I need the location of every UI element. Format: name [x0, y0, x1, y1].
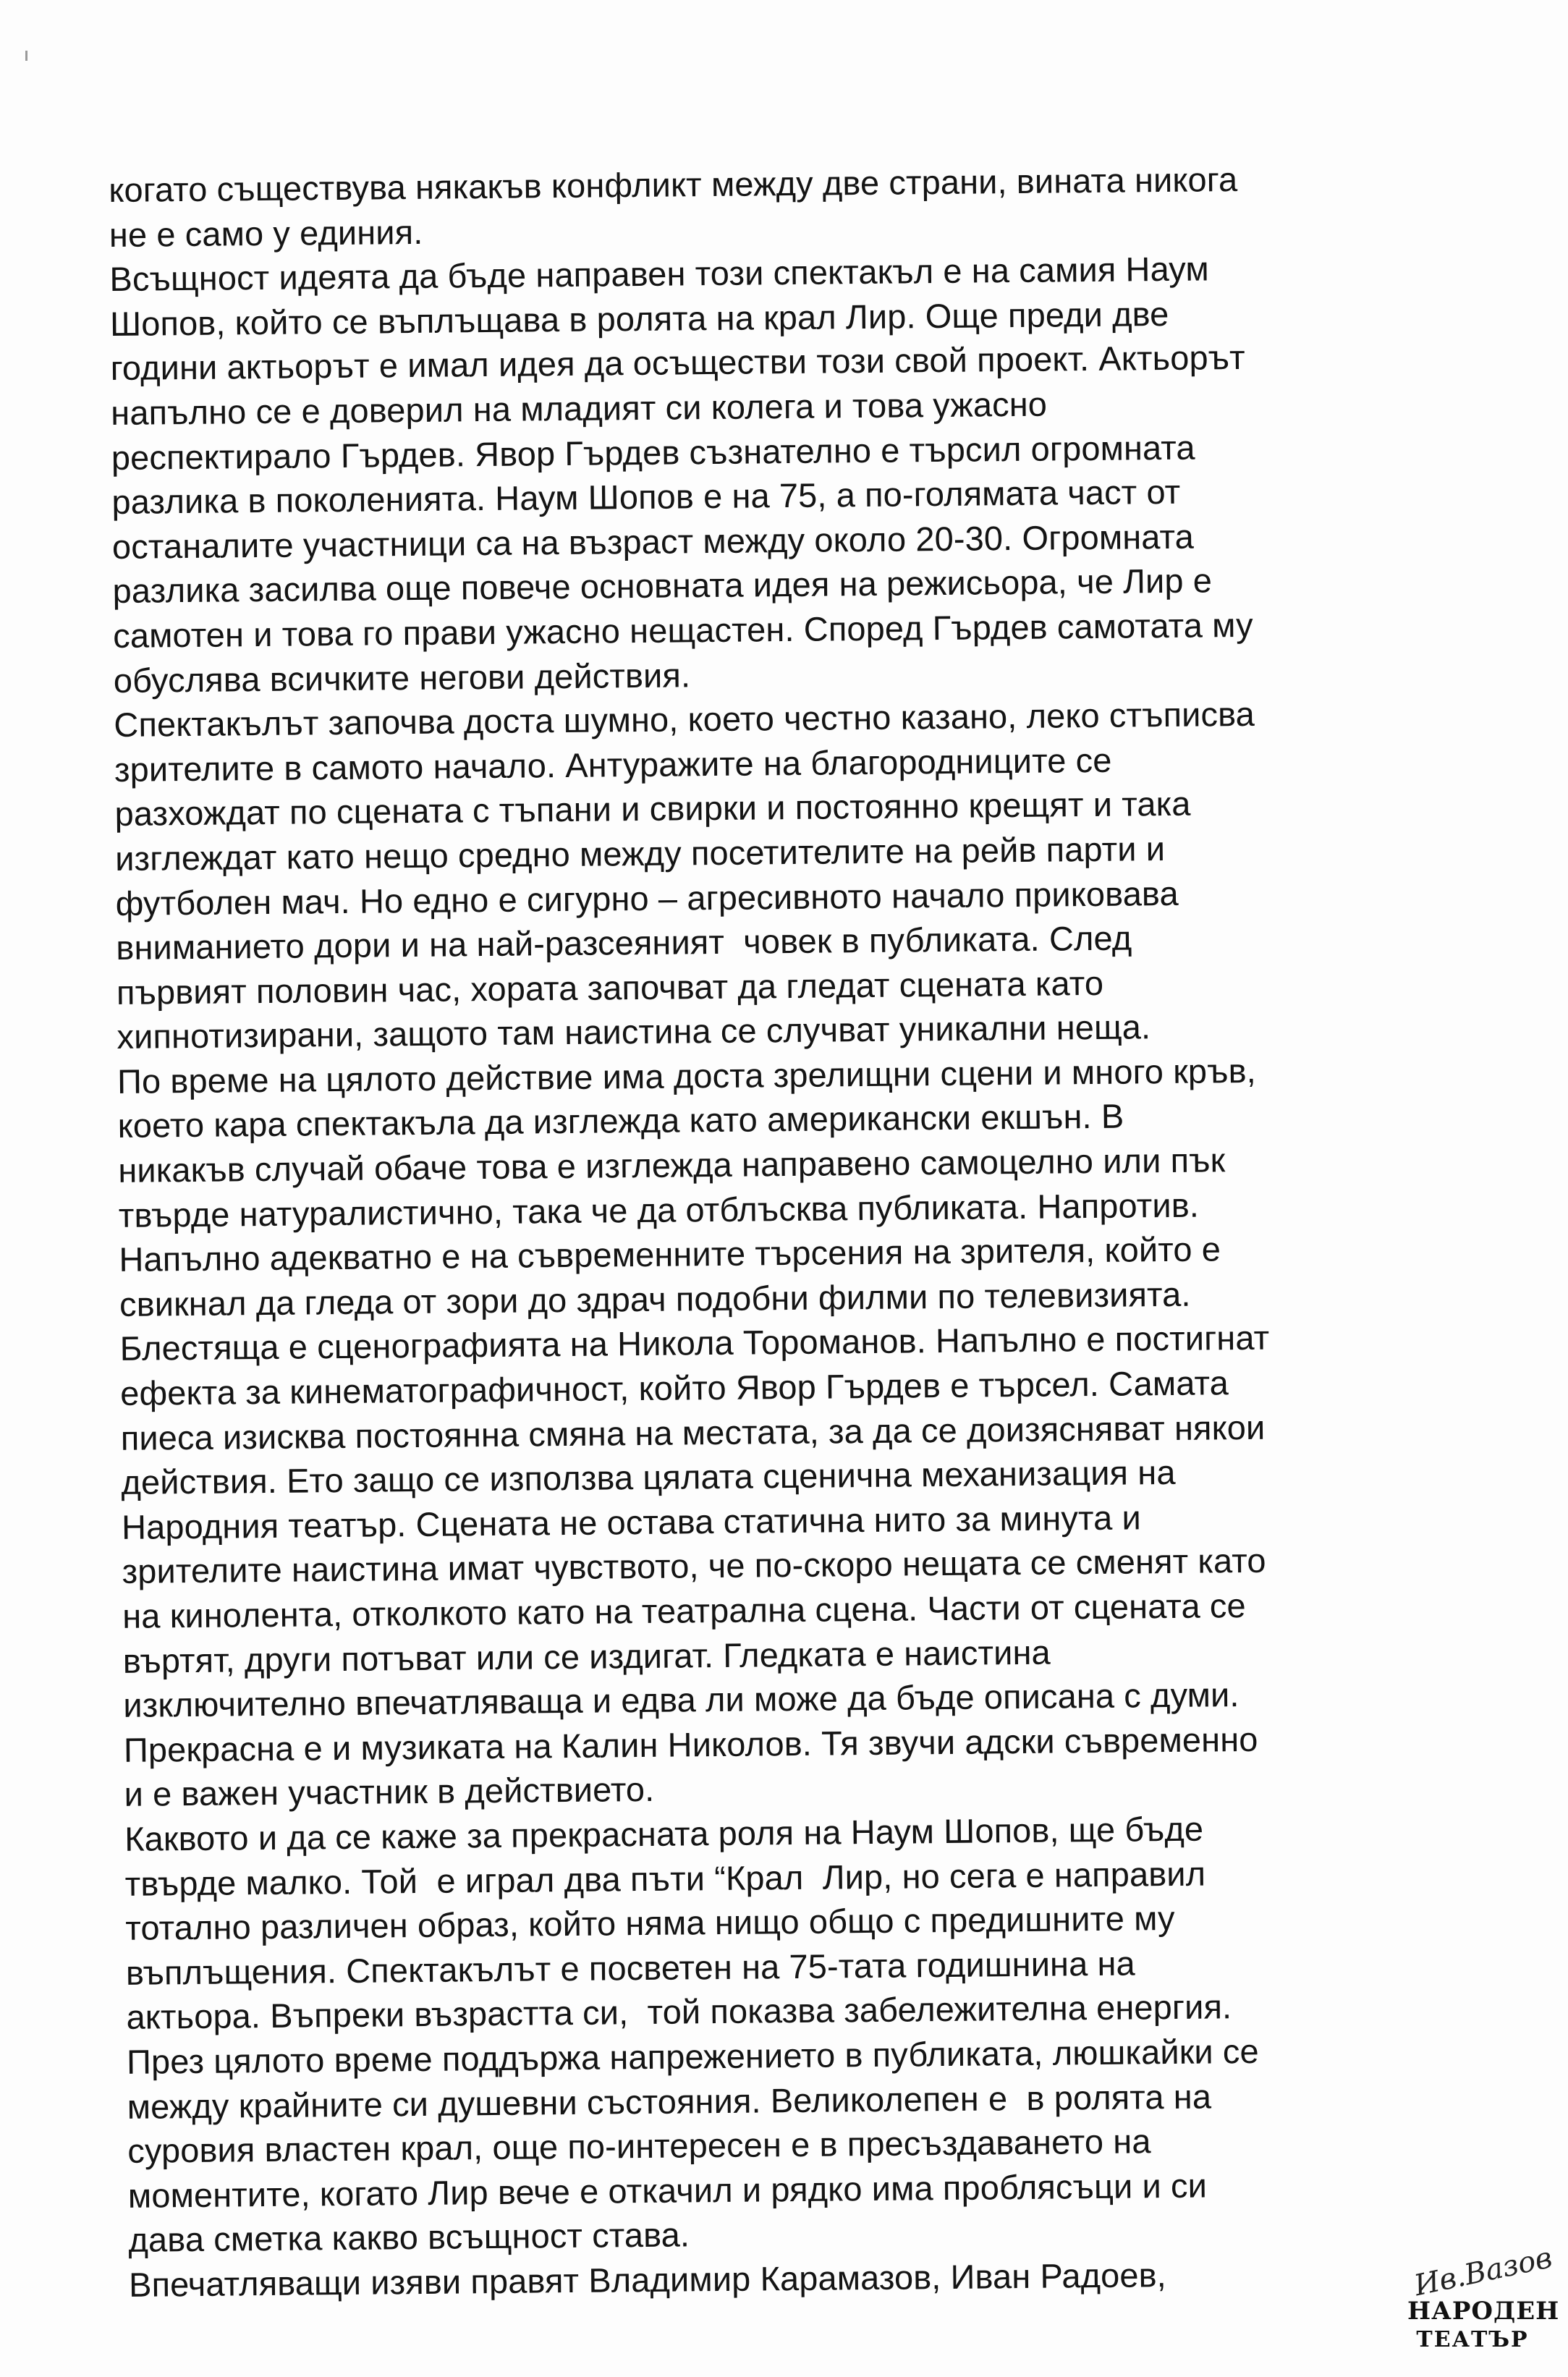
text-line: години актьорът е имал идея да осъществи този свой проект. Актьорът [110, 338, 1246, 388]
text-line: Прекрасна е и музиката на Калин Николов. Тя звучи адски съвременно [123, 1719, 1258, 1769]
text-line: самотен и това го прави ужасно нещастен. Според Гърдев самотата му [112, 605, 1253, 655]
text-line: никакъв случай обаче това е изглежда направено самоцелно или пък [118, 1140, 1226, 1190]
text-line: Шопов, който се въплъщава в ролята на крал Лир. Още преди две [109, 294, 1169, 343]
text-line: хипнотизирани, защото там наистина се случват уникални неща. [116, 1007, 1151, 1056]
text-line: на кинолента, отколкото като на театрална сцена. Части от сцената се [122, 1586, 1246, 1635]
text-line: и е важен участник в действието. [124, 1770, 655, 1814]
text-line: Блестяща е сценографията на Никола Тороманов. Напълно е постигнат [119, 1318, 1270, 1368]
scan-speck [25, 51, 27, 61]
text-line: останалите участници са на възраст между около 20-30. Огромната [111, 517, 1195, 566]
text-line: не е само у единия. [109, 212, 423, 254]
text-line: въплъщения. Спектакълът е посветен на 75-тата годишнина на [125, 1944, 1136, 1992]
text-line: актьора. Въпреки възрастта си, той показва забележителна енергия. [126, 1987, 1232, 2037]
text-line: твърде малко. Той е играл два пъти “Крал Лир, но сега е направил [124, 1854, 1206, 1903]
text-line: между крайните си душевни състояния. Великолепен е в ролята на [127, 2077, 1212, 2126]
text-line: тотално различен образ, който няма нищо общо с предишните му [125, 1899, 1175, 1948]
text-line: напълно се е доверил на младият си колега и това ужасно [110, 384, 1048, 432]
text-line: пиеса изисква постоянна смяна на местата, за да се доизясняват някои [120, 1407, 1266, 1457]
text-line: действия. Ето защо се използва цялата сценична механизация на [121, 1453, 1176, 1502]
text-line: моментите, когато Лир вече е откачил и рядко има проблясъци и си [127, 2166, 1208, 2215]
text-line: първият половин час, хората започват да гледат сцената като [116, 963, 1104, 1012]
text-line: зрителите в самото начало. Антуражите на благородниците се [114, 740, 1112, 789]
text-line: Народния театър. Сцената не остава статична нито за минута и [121, 1498, 1142, 1546]
text-line: изключително впечатляваща и едва ли може да бъде описана с думи. [123, 1675, 1239, 1725]
text-line: респектирало Гърдев. Явор Гърдев съзнателно е търсил огромната [111, 428, 1195, 477]
text-line: Впечатляващи изяви правят Владимир Карамазов, Иван Радоев, [128, 2255, 1167, 2304]
text-line: Каквото и да се каже за прекрасната роля на Наум Шопов, ще бъде [124, 1809, 1204, 1858]
stamp-script-signature: Ив.Вазов [1411, 2241, 1556, 2303]
text-line: По време на цялото действие има доста зрелищни сцени и много кръв, [116, 1051, 1257, 1101]
text-line: разлика в поколенията. Наум Шопов е на 75, а по-голямата част от [111, 472, 1181, 522]
text-line: суровия властен крал, още по-интересен е в пресъздаването на [127, 2122, 1151, 2170]
text-line: изглеждат като нещо средно между посетителите на рейв парти и [114, 829, 1166, 878]
text-line: вниманието дори и на най-разсеяният човек в публиката. След [116, 918, 1132, 967]
text-line: зрителите наистина имат чувството, че по-скоро нещата се сменят като [122, 1541, 1266, 1591]
text-line: което кара спектакъла да изглежда като американски екшън. В [117, 1097, 1124, 1145]
text-line: Всъщност идеята да бъде направен този спектакъл е на самия Наум [109, 249, 1210, 299]
text-line: футболен мач. Но едно е сигурно – агресивното начало приковава [115, 873, 1179, 923]
text-line: твърде натуралистично, така че да отблъсква публиката. Напротив. [118, 1185, 1200, 1234]
text-line: Спектакълът започва доста шумно, което честно казано, леко стъписва [114, 694, 1255, 745]
text-line: разлика засилва още повече основната идея на режисьора, че Лир е [112, 561, 1213, 611]
text-line: През цялото време поддържа напрежението в публиката, люшкайки се [126, 2031, 1259, 2081]
text-line: дава сметка какво всъщност става. [128, 2215, 690, 2260]
article-text [109, 155, 1518, 2308]
text-line: обуслява всичките негови действия. [113, 655, 691, 700]
text-line: разхождат по сцената с тъпани и свирки и постоянно крещят и така [114, 784, 1191, 834]
text-line: въртят, други потъват или се издигат. Гледката е наистина [122, 1632, 1051, 1680]
text-line: ефекта за кинематографичност, който Явор Гърдев е търсел. Самата [120, 1363, 1229, 1412]
national-theatre-stamp-logo [1407, 2241, 1560, 2359]
text-line: свикнал да гледа от зори до здрач подобни филми по телевизията. [119, 1274, 1191, 1323]
stamp-word-teatar: ТЕАТЪР [1416, 2327, 1529, 2352]
text-line: Напълно адекватно е на съвременните търсения на зрителя, който е [119, 1229, 1221, 1279]
stamp-word-naroden: НАРОДЕН [1407, 2297, 1560, 2326]
text-line: когато съществува някакъв конфликт между две страни, вината никога [109, 160, 1238, 209]
